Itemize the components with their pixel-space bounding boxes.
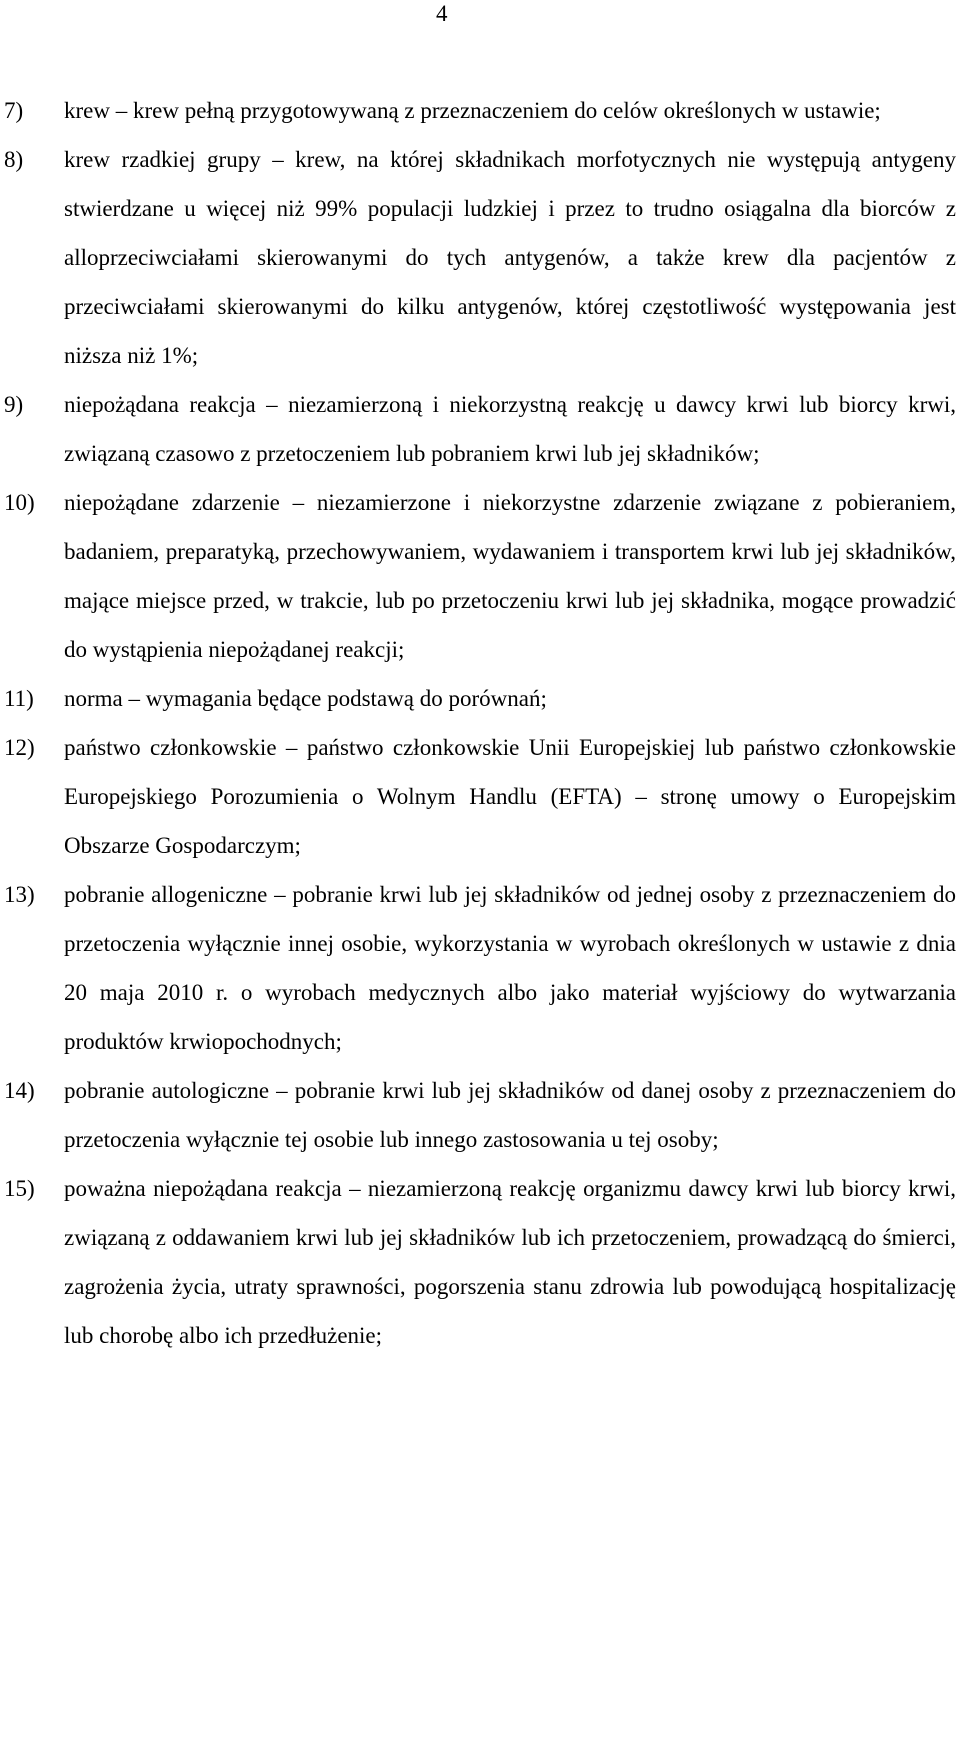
definition-text: pobranie autologiczne – pobranie krwi lub jej składników od danej osoby z przeznaczeniem do przetoczenia wyłącznie tej osobie lub innego zastosowania u tej osoby;	[64, 1078, 956, 1152]
definition-item-15	[0, 1164, 960, 1360]
item-number: 9)	[4, 392, 24, 417]
definition-text: pobranie allogeniczne – pobranie krwi lub jej składników od jednej osoby z przeznaczeniem do przetoczenia wyłącznie innej osobie, wykorzystania w wyrobach określonych w ustawie z dnia 20 maja 2010 r. o wyrobach medycznych albo jako materiał wyjściowy do wytwarzania produktów krwiopochodnych;	[64, 882, 956, 1054]
definition-text: poważna niepożądana reakcja – niezamierzoną reakcję organizmu dawcy krwi lub biorcy krwi, związaną z oddawaniem krwi lub jej składników lub ich przetoczeniem, prowadzącą do śmierci, zagrożenia życia, utraty sprawności, pogorszenia stanu zdrowia lub powodującą hospitalizację lub chorobę albo ich przedłużenie;	[64, 1176, 956, 1348]
definition-item-7	[0, 86, 960, 135]
item-number: 12)	[4, 735, 35, 760]
definition-text: krew – krew pełną przygotowywaną z przeznaczeniem do celów określonych w ustawie;	[64, 98, 881, 123]
definition-text: krew rzadkiej grupy – krew, na której składnikach morfotycznych nie występują antygeny stwierdzane u więcej niż 99% populacji ludzkiej i przez to trudno osiągalna dla biorców z alloprzeciwciałami skierowanymi do tych antygenów, a także krew dla pacjentów z przeciwciałami skierowanymi do kilku antygenów, której częstotliwość występowania jest niższa niż 1%;	[64, 147, 956, 368]
item-number: 7)	[4, 98, 24, 123]
definitions-list	[0, 86, 960, 1360]
definition-item-13	[0, 870, 960, 1066]
definition-text: niepożądana reakcja – niezamierzoną i niekorzystną reakcję u dawcy krwi lub biorcy krwi, związaną czasowo z przetoczeniem lub pobraniem krwi lub jej składników;	[64, 392, 956, 466]
item-number: 11)	[4, 686, 34, 711]
item-number: 13)	[4, 882, 35, 907]
page-number: 4	[436, 1, 448, 26]
definition-item-10	[0, 478, 960, 674]
definition-item-14	[0, 1066, 960, 1164]
definition-item-9	[0, 380, 960, 478]
item-number: 10)	[4, 490, 35, 515]
item-number: 15)	[4, 1176, 35, 1201]
definition-text: państwo członkowskie – państwo członkowskie Unii Europejskiej lub państwo członkowskie Europejskiego Porozumienia o Wolnym Handlu (EFTA) – stronę umowy o Europejskim Obszarze Gospodarczym;	[64, 735, 956, 858]
definition-text: niepożądane zdarzenie – niezamierzone i niekorzystne zdarzenie związane z pobieraniem, badaniem, preparatyką, przechowywaniem, wydawaniem i transportem krwi lub jej składników, mające miejsce przed, w trakcie, lub po przetoczeniu krwi lub jej składnika, mogące prowadzić do wystąpienia niepożądanej reakcji;	[64, 490, 956, 662]
item-number: 14)	[4, 1078, 35, 1103]
definition-item-12	[0, 723, 960, 870]
definition-item-8	[0, 135, 960, 380]
definition-text: norma – wymagania będące podstawą do porównań;	[64, 686, 547, 711]
item-number: 8)	[4, 147, 24, 172]
definition-item-11	[0, 674, 960, 723]
